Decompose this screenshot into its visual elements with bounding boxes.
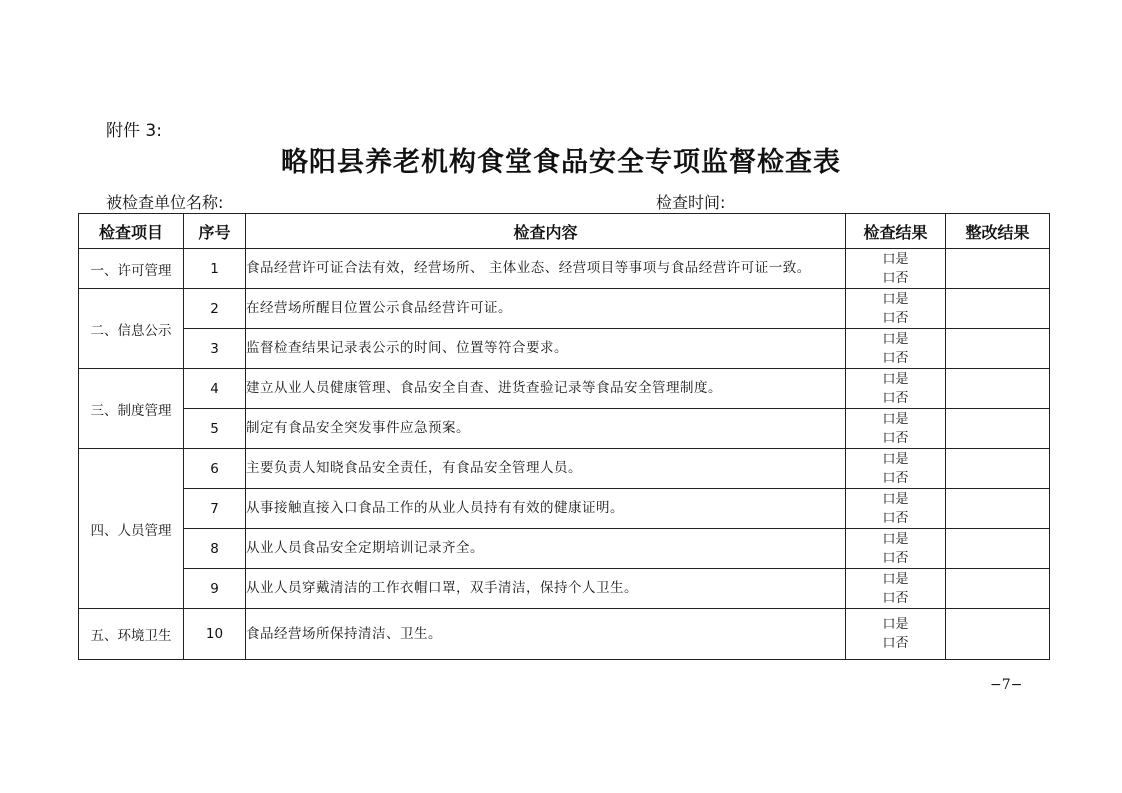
no-option[interactable]: 口否	[882, 550, 909, 566]
no-option[interactable]: 口否	[882, 590, 909, 606]
row-number: 6	[184, 449, 246, 489]
yes-option[interactable]: 口是	[882, 491, 909, 507]
table-row	[79, 369, 1050, 409]
row-number: 7	[184, 489, 246, 529]
row-content: 制定有食品安全突发事件应急预案。	[246, 409, 846, 449]
row-number: 8	[184, 529, 246, 569]
table-row	[79, 569, 1050, 609]
row-content: 建立从业人员健康管理、食品安全自查、进货查验记录等食品安全管理制度。	[246, 369, 846, 409]
result-options[interactable]	[846, 409, 946, 449]
no-option[interactable]: 口否	[882, 270, 909, 286]
result-options[interactable]	[846, 449, 946, 489]
table-row	[79, 449, 1050, 489]
yes-option[interactable]: 口是	[882, 617, 909, 632]
result-options[interactable]	[846, 249, 946, 289]
row-content: 从业人员穿戴清洁的工作衣帽口罩，双手清洁，保持个人卫生。	[246, 569, 846, 609]
row-content: 从业人员食品安全定期培训记录齐全。	[246, 529, 846, 569]
row-number: 10	[184, 609, 246, 660]
table-row	[79, 609, 1050, 660]
rectify-cell[interactable]	[946, 609, 1050, 660]
header-category: 检查项目	[79, 214, 184, 249]
yes-option[interactable]: 口是	[882, 451, 909, 467]
category-personnel-management: 四、人员管理	[79, 449, 184, 609]
rectify-cell[interactable]	[946, 289, 1050, 329]
row-content: 食品经营许可证合法有效，经营场所、 主体业态、经营项目等事项与食品经营许可证一致。	[246, 249, 846, 289]
category-info-disclosure: 二、信息公示	[79, 289, 184, 369]
rectify-cell[interactable]	[946, 529, 1050, 569]
no-option[interactable]: 口否	[882, 310, 909, 326]
inspected-unit-label: 被检查单位名称:	[106, 193, 224, 212]
row-content: 在经营场所醒目位置公示食品经营许可证。	[246, 289, 846, 329]
category-environmental-hygiene: 五、环境卫生	[79, 609, 184, 660]
header-number: 序号	[184, 214, 246, 249]
rectify-cell[interactable]	[946, 449, 1050, 489]
rectify-cell[interactable]	[946, 369, 1050, 409]
table-row	[79, 409, 1050, 449]
no-option[interactable]: 口否	[882, 350, 909, 366]
no-option[interactable]: 口否	[882, 430, 909, 446]
inspection-time-label: 检查时间:	[656, 193, 726, 212]
result-options[interactable]	[846, 369, 946, 409]
rectify-cell[interactable]	[946, 249, 1050, 289]
header-rectify: 整改结果	[946, 214, 1050, 249]
no-option[interactable]: 口否	[882, 636, 909, 651]
table-row	[79, 529, 1050, 569]
rectify-cell[interactable]	[946, 569, 1050, 609]
header-content: 检查内容	[246, 214, 846, 249]
yes-option[interactable]: 口是	[882, 371, 909, 387]
row-number: 1	[184, 249, 246, 289]
header-result: 检查结果	[846, 214, 946, 249]
yes-option[interactable]: 口是	[882, 331, 909, 347]
result-options[interactable]	[846, 329, 946, 369]
row-number: 5	[184, 409, 246, 449]
yes-option[interactable]: 口是	[882, 411, 909, 427]
row-number: 4	[184, 369, 246, 409]
rectify-cell[interactable]	[946, 489, 1050, 529]
category-licensing: 一、许可管理	[79, 249, 184, 289]
yes-option[interactable]: 口是	[882, 531, 909, 547]
no-option[interactable]: 口否	[882, 470, 909, 486]
result-options[interactable]	[846, 569, 946, 609]
row-number: 2	[184, 289, 246, 329]
table-row	[79, 289, 1050, 329]
row-content: 主要负责人知晓食品安全责任，有食品安全管理人员。	[246, 449, 846, 489]
row-content: 从事接触直接入口食品工作的从业人员持有有效的健康证明。	[246, 489, 846, 529]
page-title: 略阳县养老机构食堂食品安全专项监督检查表	[281, 147, 841, 178]
table-row	[79, 249, 1050, 289]
result-options[interactable]	[846, 609, 946, 660]
yes-option[interactable]: 口是	[882, 571, 909, 587]
inspection-table	[78, 213, 1050, 660]
yes-option[interactable]: 口是	[882, 251, 909, 267]
rectify-cell[interactable]	[946, 329, 1050, 369]
table-header-row	[79, 214, 1050, 249]
result-options[interactable]	[846, 529, 946, 569]
table-row	[79, 329, 1050, 369]
no-option[interactable]: 口否	[882, 510, 909, 526]
row-content: 监督检查结果记录表公示的时间、位置等符合要求。	[246, 329, 846, 369]
row-number: 9	[184, 569, 246, 609]
category-system-management: 三、制度管理	[79, 369, 184, 449]
yes-option[interactable]: 口是	[882, 291, 909, 307]
attachment-label: 附件 3:	[106, 121, 162, 141]
row-content: 食品经营场所保持清洁、卫生。	[246, 609, 846, 660]
result-options[interactable]	[846, 489, 946, 529]
table-row	[79, 489, 1050, 529]
no-option[interactable]: 口否	[882, 390, 909, 406]
result-options[interactable]	[846, 289, 946, 329]
page-number: −7−	[990, 677, 1023, 693]
row-number: 3	[184, 329, 246, 369]
rectify-cell[interactable]	[946, 409, 1050, 449]
